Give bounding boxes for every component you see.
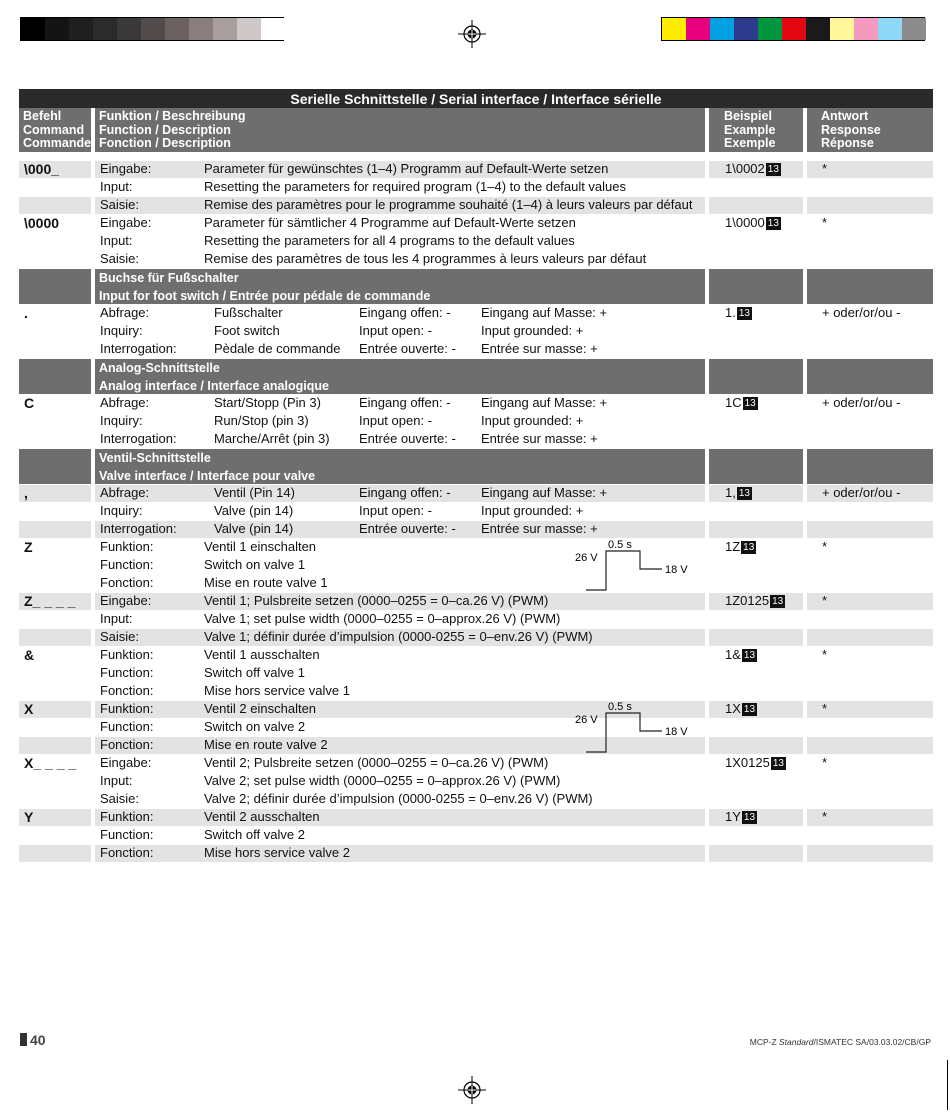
- row-shade: [807, 629, 933, 646]
- header-command: [19, 108, 91, 152]
- line-text: Resetting the parameters for required program (1–4) to the default values: [204, 179, 627, 194]
- row-shade: [709, 737, 803, 754]
- line-text: Valve (pin 14): [214, 521, 294, 536]
- command-code: Y: [24, 809, 34, 825]
- row-shade: [95, 809, 705, 826]
- line-state-ground: Entrée sur masse: +: [481, 521, 598, 536]
- line-state-open: Entrée ouverte: -: [359, 431, 456, 446]
- example: [725, 538, 756, 556]
- carriage-return-icon: 13: [743, 650, 756, 661]
- example: [725, 214, 781, 232]
- color-swatch: [237, 18, 261, 40]
- color-swatch: [189, 18, 213, 40]
- pulse-time-label: 0.5 s: [608, 701, 632, 713]
- section-box: [709, 449, 803, 484]
- color-swatch: [45, 18, 69, 40]
- section-title: Analog-Schnittstelle: [99, 361, 220, 375]
- example: [725, 754, 786, 772]
- line-state-ground: Input grounded: +: [481, 323, 584, 338]
- example-text: 1X: [725, 701, 741, 716]
- header-text: Fonction / Description: [99, 136, 231, 150]
- row-shade: [709, 197, 803, 214]
- registration-mark-icon: [458, 1076, 486, 1104]
- line-text: Resetting the parameters for all 4 programs to the default values: [204, 233, 575, 248]
- line-text: Switch off valve 2: [204, 827, 305, 842]
- line-label: Input:: [100, 233, 133, 248]
- line-text: Ventil (Pin 14): [214, 485, 295, 500]
- line-label: Input:: [100, 179, 133, 194]
- command-code: \000_: [24, 161, 60, 177]
- line-state-ground: Entrée sur masse: +: [481, 341, 598, 356]
- line-label: Funktion:: [100, 539, 154, 554]
- line-state-ground: Eingang auf Masse: +: [481, 485, 608, 500]
- line-label: Funktion:: [100, 701, 154, 716]
- header-text: Réponse: [821, 136, 874, 150]
- response: *: [822, 755, 828, 770]
- line-text: Valve (pin 14): [214, 503, 294, 518]
- carriage-return-icon: 13: [743, 704, 756, 715]
- line-label: Abfrage:: [100, 395, 150, 410]
- line-label: Funktion:: [100, 809, 154, 824]
- line-state-ground: Eingang auf Masse: +: [481, 395, 608, 410]
- response: *: [822, 539, 828, 554]
- section-header: [95, 359, 705, 394]
- example: [725, 808, 757, 826]
- line-label: Fonction:: [100, 683, 154, 698]
- response: + oder/or/ou -: [822, 395, 901, 410]
- row-shade: [19, 737, 91, 754]
- line-state-ground: Input grounded: +: [481, 413, 584, 428]
- command-code: \0000: [24, 215, 60, 231]
- example-text: 1Z: [725, 539, 741, 554]
- row-shade: [19, 197, 91, 214]
- section-subtitle: Analog interface / Interface analogique: [99, 379, 329, 393]
- section-box: [19, 449, 91, 484]
- example: [725, 592, 785, 610]
- line-text: Pèdale de commande: [214, 341, 341, 356]
- line-state-open: Entrée ouverte: -: [359, 341, 456, 356]
- pulse-diagram: [570, 537, 700, 593]
- line-label: Interrogation:: [100, 521, 177, 536]
- color-swatch: [686, 18, 710, 40]
- line-text: Switch on valve 1: [204, 557, 306, 572]
- pulse-diagram: [570, 699, 700, 755]
- line-label: Inquiry:: [100, 323, 143, 338]
- section-subtitle: Input for foot switch / Entrée pour pédale de commande: [99, 289, 431, 303]
- command-code: C: [24, 395, 35, 411]
- header-text: Befehl: [23, 109, 62, 123]
- example: [725, 304, 752, 322]
- line-text: Valve 2; set pulse width (0000–0255 = 0–approx.26 V) (PWM): [204, 773, 561, 788]
- color-swatch: [93, 18, 117, 40]
- color-swatch: [710, 18, 734, 40]
- line-label: Abfrage:: [100, 305, 150, 320]
- response: *: [822, 593, 828, 608]
- header-text: Antwort: [821, 109, 869, 123]
- color-swatch: [141, 18, 165, 40]
- response: *: [822, 647, 828, 662]
- section-title: Ventil-Schnittstelle: [99, 451, 211, 465]
- color-swatch: [734, 18, 758, 40]
- line-text: Ventil 2; Pulsbreite setzen (0000–0255 = 0–ca.26 V) (PWM): [204, 755, 549, 770]
- pulse-low-label: 18 V: [665, 726, 688, 738]
- color-swatch: [69, 18, 93, 40]
- color-swatch: [878, 18, 902, 40]
- color-swatch: [117, 18, 141, 40]
- line-label: Eingabe:: [100, 593, 152, 608]
- carriage-return-icon: 13: [772, 758, 784, 769]
- header-text: Exemple: [724, 136, 776, 150]
- example: [725, 700, 757, 718]
- command-code: &: [24, 647, 35, 663]
- response: + oder/or/ou -: [822, 485, 901, 500]
- color-swatch: [758, 18, 782, 40]
- gray-color-bar: [20, 17, 284, 41]
- section-box: [807, 449, 933, 484]
- row-shade: [95, 845, 705, 862]
- row-shade: [19, 485, 91, 502]
- line-label: Input:: [100, 611, 133, 626]
- section-header: [95, 269, 705, 304]
- command-code: X_ _ _ _: [24, 755, 77, 771]
- line-text: Switch on valve 2: [204, 719, 306, 734]
- line-text: Run/Stop (pin 3): [214, 413, 309, 428]
- line-label: Eingabe:: [100, 161, 152, 176]
- line-state-open: Eingang offen: -: [359, 485, 451, 500]
- carriage-return-icon: 13: [738, 488, 750, 499]
- pulse-time-label: 0.5 s: [608, 539, 632, 551]
- row-shade: [709, 629, 803, 646]
- process-color-bar: [661, 17, 925, 41]
- line-label: Function:: [100, 719, 154, 734]
- line-text: Start/Stopp (Pin 3): [214, 395, 321, 410]
- color-swatch: [806, 18, 830, 40]
- example-text: 1.: [725, 305, 736, 320]
- header-response: [807, 108, 933, 152]
- command-code: ,: [24, 485, 28, 501]
- carriage-return-icon: 13: [738, 308, 750, 319]
- carriage-return-icon: 13: [767, 164, 779, 175]
- line-label: Fonction:: [100, 737, 154, 752]
- line-state-open: Entrée ouverte: -: [359, 521, 456, 536]
- line-text: Remise des paramètres pour le programme souhaité (1–4) à leurs valeurs par défaut: [204, 197, 693, 212]
- pulse-low-label: 18 V: [665, 564, 688, 576]
- header-text: Example: [724, 122, 776, 137]
- row-shade: [19, 629, 91, 646]
- response: *: [822, 809, 828, 824]
- section-box: [19, 359, 91, 394]
- example: [725, 394, 758, 412]
- table-title: Serielle Schnittstelle / Serial interface / Interface sérielle: [19, 89, 933, 108]
- color-swatch: [213, 18, 237, 40]
- row-shade: [19, 521, 91, 538]
- header-text: Response: [821, 122, 881, 137]
- line-label: Eingabe:: [100, 755, 152, 770]
- line-text: Switch off valve 1: [204, 665, 305, 680]
- line-state-ground: Input grounded: +: [481, 503, 584, 518]
- example-text: 1Z0125: [725, 593, 770, 608]
- page-number: [20, 1032, 46, 1048]
- row-shade: [807, 197, 933, 214]
- line-text: Foot switch: [214, 323, 280, 338]
- line-state-open: Eingang offen: -: [359, 305, 451, 320]
- line-text: Ventil 1 einschalten: [204, 539, 317, 554]
- command-code: Z: [24, 539, 33, 555]
- pulse-high-label: 26 V: [575, 552, 598, 564]
- row-shade: [807, 845, 933, 862]
- line-label: Inquiry:: [100, 503, 143, 518]
- line-label: Interrogation:: [100, 431, 177, 446]
- section-box: [709, 269, 803, 304]
- response: + oder/or/ou -: [822, 305, 901, 320]
- line-label: Function:: [100, 827, 154, 842]
- line-label: Saisie:: [100, 197, 140, 212]
- carriage-return-icon: 13: [743, 542, 755, 553]
- header-function: [95, 108, 705, 152]
- example-text: 1&: [725, 647, 741, 662]
- example: [725, 484, 752, 502]
- header-text: Funktion / Beschreibung: [99, 109, 246, 123]
- color-swatch: [854, 18, 878, 40]
- row-shade: [709, 845, 803, 862]
- line-state-open: Input open: -: [359, 323, 432, 338]
- command-code: Z_ _ _ _: [24, 593, 76, 609]
- line-text: Fußschalter: [214, 305, 283, 320]
- line-label: Inquiry:: [100, 413, 143, 428]
- response: *: [822, 215, 828, 230]
- line-state-ground: Entrée sur masse: +: [481, 431, 598, 446]
- header-example: [709, 108, 803, 152]
- line-label: Fonction:: [100, 845, 154, 860]
- line-text: Valve 1; set pulse width (0000–0255 = 0–approx.26 V) (PWM): [204, 611, 561, 626]
- line-label: Function:: [100, 557, 154, 572]
- line-text: Remise des paramètres de tous les 4 programmes à leurs valeurs par défaut: [204, 251, 647, 266]
- command-code: .: [24, 305, 28, 321]
- color-swatch: [902, 18, 926, 40]
- color-swatch: [782, 18, 806, 40]
- example-text: 1\0002: [725, 161, 765, 176]
- page-marker: [20, 1033, 27, 1046]
- section-title: Buchse für Fußschalter: [99, 271, 239, 285]
- color-swatch: [21, 18, 45, 40]
- section-box: [807, 269, 933, 304]
- line-text: Ventil 2 ausschalten: [204, 809, 320, 824]
- example-text: 1\0000: [725, 215, 765, 230]
- example-text: 1,: [725, 485, 736, 500]
- line-text: Mise en route valve 2: [204, 737, 328, 752]
- footer-model: MCP-Z: [749, 1037, 780, 1047]
- color-swatch: [165, 18, 189, 40]
- line-label: Saisie:: [100, 791, 140, 806]
- example-text: 1C: [725, 395, 742, 410]
- response: *: [822, 161, 828, 176]
- line-state-open: Input open: -: [359, 413, 432, 428]
- example-text: 1X0125: [725, 755, 770, 770]
- line-state-open: Eingang offen: -: [359, 395, 451, 410]
- page-number-text: 40: [30, 1032, 46, 1048]
- example: [725, 646, 757, 664]
- line-text: Valve 1; définir durée d’impulsion (0000-0255 = 0–env.26 V) (PWM): [204, 629, 593, 644]
- line-text: Valve 2; définir durée d’impulsion (0000-0255 = 0–env.26 V) (PWM): [204, 791, 593, 806]
- line-text: Parameter für gewünschtes (1–4) Programm auf Default-Werte setzen: [204, 161, 609, 176]
- line-label: Eingabe:: [100, 215, 152, 230]
- line-label: Fonction:: [100, 575, 154, 590]
- header-text: Command: [23, 122, 85, 137]
- color-swatch: [261, 18, 285, 40]
- response: *: [822, 701, 828, 716]
- section-box: [709, 359, 803, 394]
- line-state-ground: Eingang auf Masse: +: [481, 305, 608, 320]
- line-text: Mise en route valve 1: [204, 575, 328, 590]
- footer-reference: [750, 1037, 931, 1047]
- line-label: Funktion:: [100, 647, 154, 662]
- example-text: 1Y: [725, 809, 741, 824]
- line-label: Interrogation:: [100, 341, 177, 356]
- line-text: Mise hors service valve 1: [204, 683, 350, 698]
- header-text: Commande: [23, 136, 92, 150]
- carriage-return-icon: 13: [767, 218, 779, 229]
- pulse-high-label: 26 V: [575, 714, 598, 726]
- row-shade: [709, 485, 803, 502]
- line-text: Ventil 1 ausschalten: [204, 647, 320, 662]
- section-box: [807, 359, 933, 394]
- command-code: X: [24, 701, 34, 717]
- line-text: Ventil 1; Pulsbreite setzen (0000–0255 = 0–ca.26 V) (PWM): [204, 593, 549, 608]
- section-subtitle: Valve interface / Interface pour valve: [99, 469, 316, 483]
- footer-standard: Standard: [779, 1037, 814, 1047]
- line-text: Mise hors service valve 2: [204, 845, 350, 860]
- carriage-return-icon: 13: [743, 812, 756, 823]
- line-state-open: Input open: -: [359, 503, 432, 518]
- line-label: Abfrage:: [100, 485, 150, 500]
- line-label: Saisie:: [100, 251, 140, 266]
- line-text: Ventil 2 einschalten: [204, 701, 317, 716]
- color-swatch: [662, 18, 686, 40]
- row-shade: [19, 845, 91, 862]
- section-header: [95, 449, 705, 484]
- header-text: Beispiel: [724, 109, 772, 123]
- carriage-return-icon: 13: [744, 398, 756, 409]
- trim-line: [947, 1060, 948, 1110]
- color-swatch: [830, 18, 854, 40]
- line-text: Marche/Arrêt (pin 3): [214, 431, 330, 446]
- header-text: Function / Description: [99, 122, 231, 137]
- footer-rest: /ISMATEC SA/03.03.02/CB/GP: [813, 1037, 931, 1047]
- registration-mark-icon: [458, 20, 486, 48]
- line-label: Input:: [100, 773, 133, 788]
- line-text: Parameter für sämtlicher 4 Programme auf Default-Werte setzen: [204, 215, 576, 230]
- line-label: Function:: [100, 665, 154, 680]
- row-shade: [709, 521, 803, 538]
- row-shade: [807, 737, 933, 754]
- section-box: [19, 269, 91, 304]
- row-shade: [807, 521, 933, 538]
- example: [725, 160, 781, 178]
- line-label: Saisie:: [100, 629, 140, 644]
- carriage-return-icon: 13: [772, 596, 784, 607]
